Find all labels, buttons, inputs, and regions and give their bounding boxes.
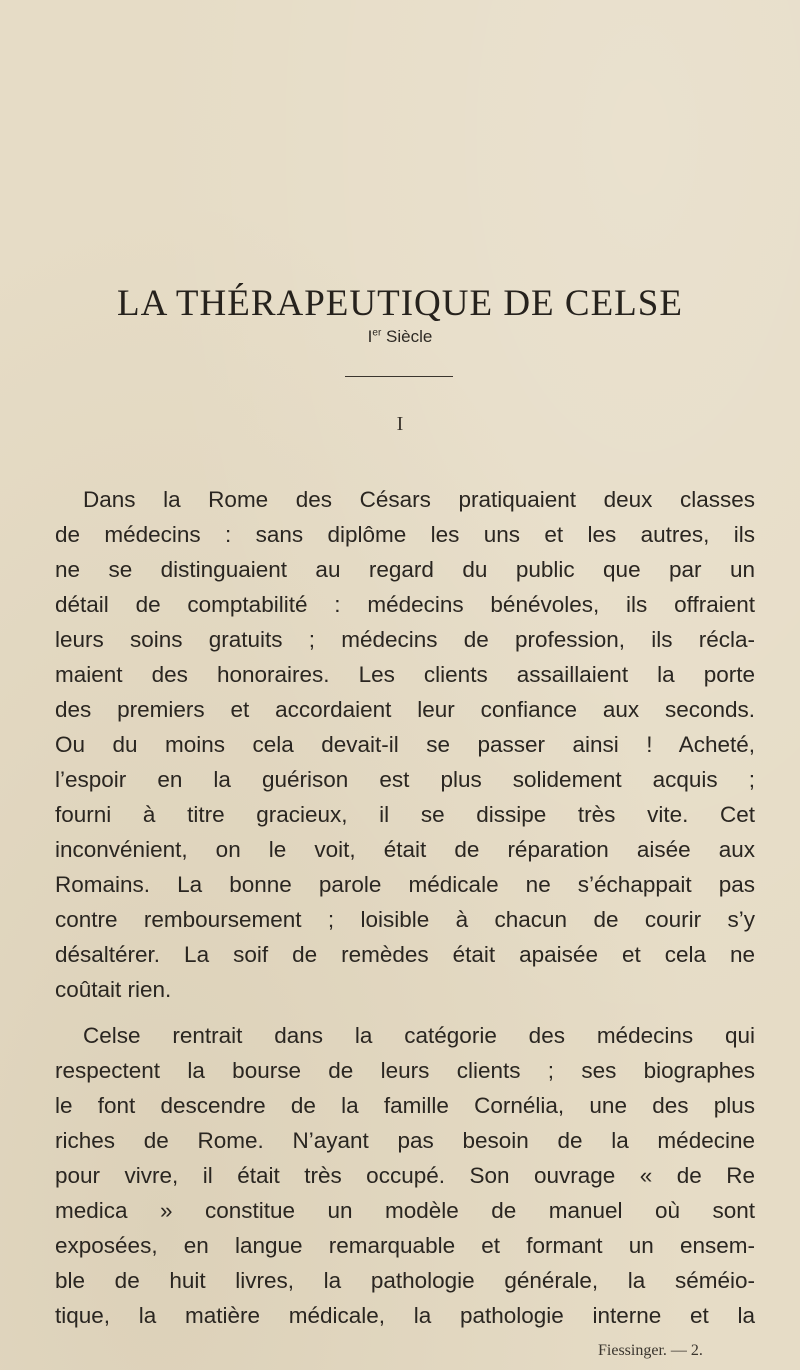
section-number: I bbox=[396, 413, 404, 435]
text-line: leurs soins gratuits ; médecins de profession, ils récla- bbox=[55, 627, 755, 652]
subtitle-numeral: I bbox=[367, 327, 373, 346]
text-line: Dans la Rome des Césars pratiquaient deux classes bbox=[83, 487, 755, 512]
text-line: fourni à titre gracieux, il se dissipe très vite. Cet bbox=[55, 802, 755, 827]
chapter-title: LA THÉRAPEUTIQUE DE CELSE bbox=[117, 283, 683, 324]
text-line: tique, la matière médicale, la pathologie interne et la bbox=[55, 1303, 755, 1328]
text-line: désaltérer. La soif de remèdes était apaisée et cela ne bbox=[55, 942, 755, 967]
text-line: ne se distinguaient au regard du public que par un bbox=[55, 557, 755, 582]
subtitle-text: Siècle bbox=[386, 327, 433, 346]
text-line: inconvénient, on le voit, était de réparation aisée aux bbox=[55, 837, 755, 862]
text-line: exposées, en langue remarquable et formant un ensem- bbox=[55, 1233, 755, 1258]
text-line: contre remboursement ; loisible à chacun de courir s’y bbox=[55, 907, 755, 932]
text-line: l’espoir en la guérison est plus solidement acquis ; bbox=[55, 767, 755, 792]
text-line: maient des honoraires. Les clients assaillaient la porte bbox=[55, 662, 755, 687]
text-line: Ou du moins cela devait-il se passer ainsi ! Acheté, bbox=[55, 732, 755, 757]
subtitle-superscript: er bbox=[372, 327, 382, 339]
text-line: des premiers et accordaient leur confiance aux seconds. bbox=[55, 697, 755, 722]
text-line: ble de huit livres, la pathologie générale, la séméio- bbox=[55, 1268, 755, 1293]
text-line: coûtait rien. bbox=[55, 977, 172, 1002]
text-line: Celse rentrait dans la catégorie des médecins qui bbox=[83, 1023, 755, 1048]
text-line: Romains. La bonne parole médicale ne s’échappait pas bbox=[55, 872, 755, 897]
chapter-subtitle bbox=[0, 327, 800, 347]
text-line: de médecins : sans diplôme les uns et les autres, ils bbox=[55, 522, 755, 547]
text-line: medica » constitue un modèle de manuel où sont bbox=[55, 1198, 755, 1223]
text-line: respectent la bourse de leurs clients ; ses biographes bbox=[55, 1058, 755, 1083]
divider-rule bbox=[345, 376, 453, 377]
signature-mark: Fiessinger. — 2. bbox=[598, 1342, 703, 1359]
text-line: riches de Rome. N’ayant pas besoin de la médecine bbox=[55, 1128, 755, 1153]
text-line: le font descendre de la famille Cornélia, une des plus bbox=[55, 1093, 755, 1118]
text-line: détail de comptabilité : médecins bénévoles, ils offraient bbox=[55, 592, 755, 617]
text-line: pour vivre, il était très occupé. Son ouvrage « de Re bbox=[55, 1163, 755, 1188]
